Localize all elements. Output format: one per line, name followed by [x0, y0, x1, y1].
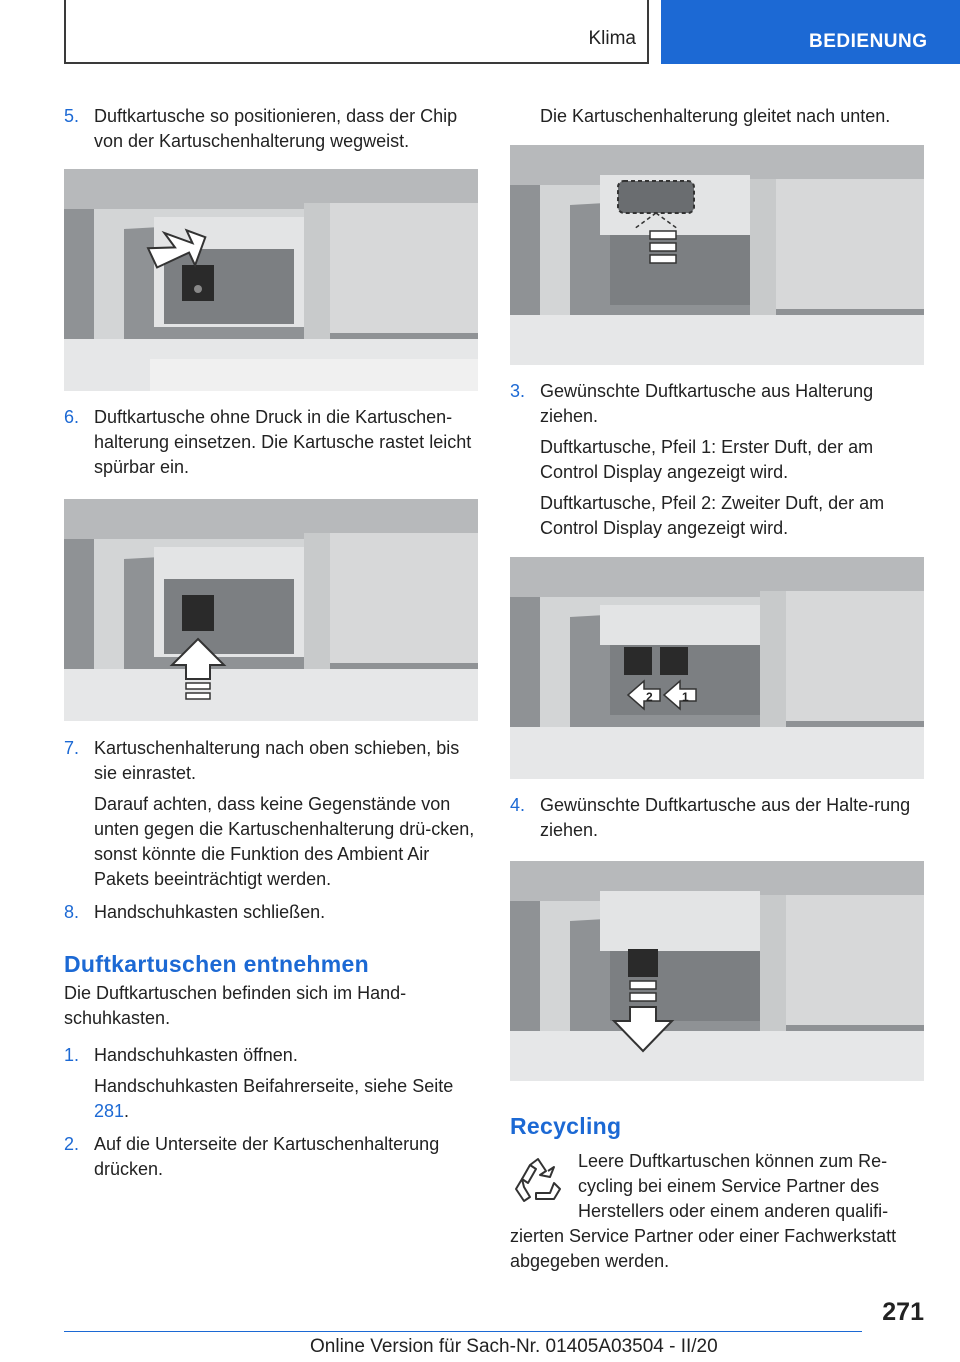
step-8 [64, 900, 480, 925]
photo-two-cartridges [510, 557, 924, 779]
section-title-remove: Duftkartuschen entnehmen [64, 951, 369, 977]
step-text: Kartuschenhalterung nach oben schieben, bis sie einrastet. [94, 738, 460, 783]
step-1 [64, 1043, 480, 1068]
step-number: 1. [64, 1045, 80, 1065]
step-3-note-1: Duftkartusche, Pfeil 1: Erster Duft, der am Control Display angezeigt wird. [540, 437, 874, 482]
arrow-label-1: 1 [682, 690, 689, 704]
footer-online-version: Online Version für Sach-Nr. 01405A03504 - II/20 [310, 1336, 718, 1357]
header-section-title: Klima [588, 28, 636, 49]
step-text: Gewünschte Duftkartusche aus der Halte-rung ziehen. [540, 795, 911, 840]
recycling-icon [510, 1155, 566, 1211]
photo-cartridge-insert [64, 499, 478, 721]
footer-divider [64, 1331, 862, 1332]
photo-cartridge-position [64, 169, 478, 391]
step-text: Handschuhkasten öffnen. [94, 1045, 298, 1065]
left-column [64, 104, 480, 1182]
step-7 [64, 736, 480, 786]
step-number: 4. [510, 795, 526, 815]
header-chapter-tab[interactable]: BEDIENUNG [661, 0, 960, 64]
step-number: 7. [64, 738, 80, 758]
step-7-note: Darauf achten, dass keine Gegenstände von unten gegen die Kartuschenhalterung drü-cken, sonst könnte die Funktion des Ambient Air Pakets beeinträchtigt werden. [94, 794, 475, 889]
step-number: 3. [510, 381, 526, 401]
step-1-note [64, 1074, 480, 1124]
recycling-text-b: zierten Service Partner oder einer Fachwerkstatt abgegeben werden. [510, 1226, 897, 1271]
step-text: Duftkartusche ohne Druck in die Kartuschen-halterung einsetzen. Die Kartusche rastet leicht spürbar ein. [94, 407, 472, 477]
step-3-note-2: Duftkartusche, Pfeil 2: Zweiter Duft, der am Control Display angezeigt wird. [540, 493, 885, 538]
page-number: 271 [882, 1298, 924, 1326]
arrow-label-2: 2 [646, 690, 653, 704]
continuation-text: Die Kartuschenhalterung gleitet nach unten. [540, 106, 891, 126]
step-text: Duftkartusche so positionieren, dass der Chip von der Kartuschenhalterung wegweist. [94, 106, 458, 151]
step-1-note-text: Handschuhkasten Beifahrerseite, siehe Seite [94, 1076, 454, 1096]
step-number: 6. [64, 407, 80, 427]
right-column [510, 104, 924, 1274]
step-2 [64, 1132, 480, 1182]
step-text: Handschuhkasten schließen. [94, 902, 326, 922]
step-1-note-end: . [124, 1101, 130, 1121]
step-number: 5. [64, 106, 80, 126]
step-4 [510, 793, 924, 843]
recycling-block [510, 1149, 924, 1224]
section-intro: Die Duftkartuschen befinden sich im Hand-schuhkasten. [64, 983, 407, 1028]
step-5 [64, 104, 480, 154]
step-6 [64, 405, 480, 480]
step-text: Auf die Unterseite der Kartuschenhalterung drücken. [94, 1134, 440, 1179]
page-reference-link[interactable]: 281 [94, 1101, 125, 1121]
step-number: 2. [64, 1134, 80, 1154]
recycling-text-a: Leere Duftkartuschen können zum Re-cycling bei einem Service Partner des Herstellers oder einem anderen qualifi- [578, 1151, 889, 1221]
step-3 [510, 379, 924, 429]
photo-holder-slides-down [510, 145, 924, 365]
photo-pull-cartridge [510, 861, 924, 1081]
step-number: 8. [64, 902, 80, 922]
recycling-title: Recycling [510, 1113, 622, 1139]
step-text: Gewünschte Duftkartusche aus Halterung ziehen. [540, 381, 874, 426]
